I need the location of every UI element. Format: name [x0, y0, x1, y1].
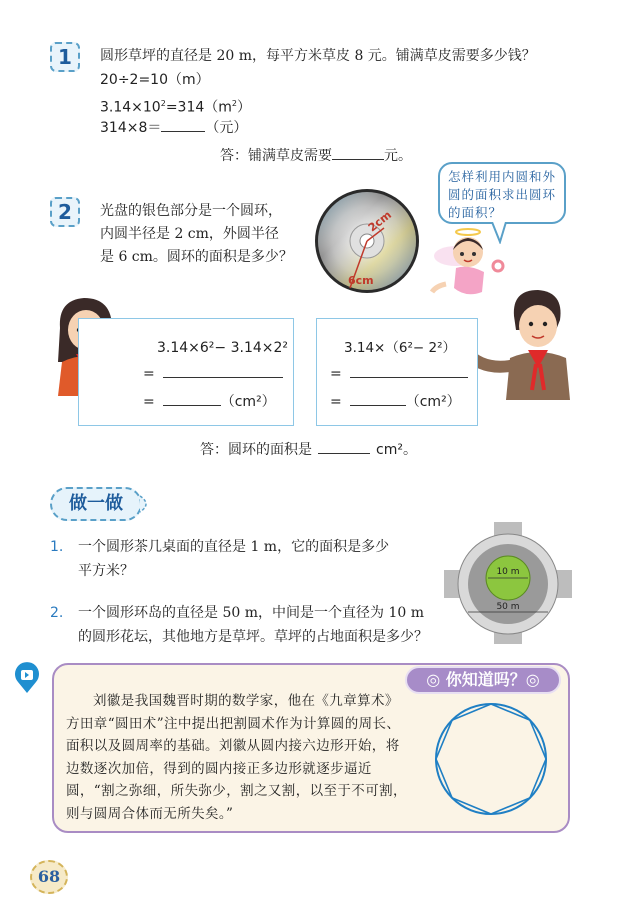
right-eq-2: = （cm²） — [330, 394, 461, 410]
q1-step-1: 20÷2=10（m） — [100, 72, 210, 88]
right-blank-2[interactable] — [350, 392, 406, 406]
did-you-know-text: 刘徽是我国魏晋时期的数学家，他在《九章算术》方田章“圆田术”注中提出把割圆术作为计算圆的周长、面积以及圆周率的基础。刘徽从圆内接六边形开始，将边数逐次加倍，得到的圆内接正多边形就逐步逼近圆，“割之弥细，所失弥少，割之又割，以至于不可割，则与圆周合体而无所失矣。” — [66, 693, 407, 822]
did-you-know-tab: ◎ 你知道吗？◎ — [405, 666, 561, 694]
page-number: 68 — [30, 860, 68, 894]
practice-item-2-line-1: 一个圆形环岛的直径是 50 m，中间是一个直径为 10 m — [78, 605, 424, 621]
practice-title: 做一做 — [50, 487, 142, 521]
roundabout-figure — [444, 522, 572, 644]
question-1-badge: 1 — [50, 42, 80, 72]
inscribed-polygon-figure — [424, 696, 558, 822]
roundabout-outer-label: 50 m — [496, 602, 520, 612]
right-eq-1: = — [330, 364, 468, 384]
q2-text-line-2: 内圆半径是 2 cm，外圆半径 — [100, 226, 279, 242]
left-eq-1: = — [143, 364, 283, 384]
right-blank-1[interactable] — [350, 364, 468, 378]
left-blank-2[interactable] — [163, 392, 221, 406]
cd-illustration — [312, 188, 422, 296]
q1-step-2: $3.14\times 10^2=314(m^2)$ — [100, 99, 251, 116]
q2-final-blank[interactable] — [318, 440, 370, 454]
cd-outer-radius-label: 6cm — [348, 274, 374, 287]
question-1-text: 圆形草坪的直径是 20 m，每平方米草皮 8 元。铺满草皮需要多少钱？ — [100, 48, 536, 64]
practice-item-1-line-2: 平方米？ — [78, 563, 134, 579]
practice-title-decoration — [138, 494, 154, 514]
roundabout-inner-label: 10 m — [496, 567, 520, 577]
right-formula: 3.14×（6²− 2²） — [344, 340, 456, 356]
q1-final-blank[interactable] — [332, 146, 384, 160]
practice-item-2-num: 2. — [50, 605, 64, 621]
q1-answer-blank[interactable] — [161, 118, 205, 132]
practice-item-2-line-2: 的圆形花坛，其他地方是草坪。草坪的占地面积是多少？ — [78, 629, 428, 645]
hint-speech-bubble: 怎样利用内圆和外圆的面积求出圆环的面积？ — [438, 162, 566, 224]
question-2-badge: 2 — [50, 197, 80, 227]
resource-icon[interactable] — [14, 662, 40, 694]
practice-item-1-num: 1. — [50, 539, 64, 555]
q2-text-line-1: 光盘的银色部分是一个圆环， — [100, 203, 282, 219]
cd-inner-radius-label: 2cm — [365, 208, 395, 235]
q2-answer: 答：圆环的面积是 cm²。 — [200, 442, 417, 458]
practice-item-1-line-1: 一个圆形茶几桌面的直径是 1 m，它的面积是多少 — [78, 539, 390, 555]
q1-step-3: 314×8＝ （元） — [100, 120, 248, 136]
left-eq-2: = （cm²） — [143, 394, 276, 410]
q2-text-line-3: 是 6 cm。圆环的面积是多少？ — [100, 249, 293, 265]
left-formula: 3.14×6²− 3.14×2² — [157, 340, 289, 356]
left-blank-1[interactable] — [163, 364, 283, 378]
q1-answer: 答：铺满草皮需要 元。 — [220, 148, 412, 164]
